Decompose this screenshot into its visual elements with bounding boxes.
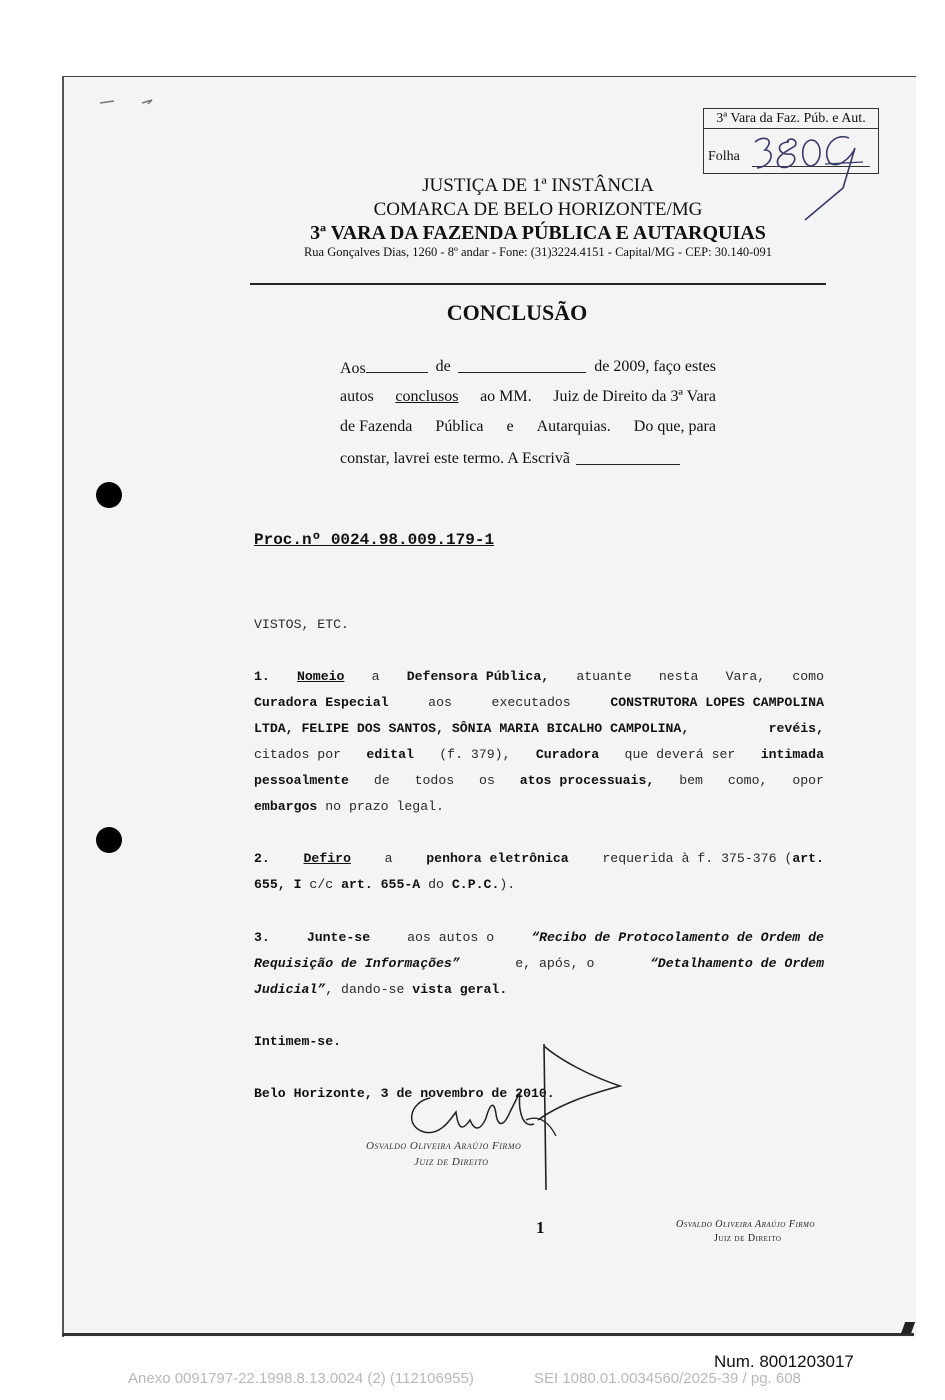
stamp-vara: 3ª Vara da Faz. Púb. e Aut.: [704, 109, 878, 129]
conclusao-line-2: [340, 388, 716, 406]
p1-embargos: embargos: [254, 799, 318, 814]
p1-executados: executados: [491, 695, 571, 710]
conclusao-de-2009: de 2009, faço estes: [594, 358, 716, 375]
document-number: Num. 8001203017: [714, 1352, 854, 1371]
conclusao-ao-mm: ao MM.: [480, 388, 532, 405]
p2-a: a: [384, 851, 393, 866]
p2-defiro: Defiro: [303, 851, 351, 866]
p1-vara: Vara,: [725, 669, 766, 684]
judge-title: Juiz de Direito: [414, 1156, 489, 1168]
punch-hole-top: [96, 482, 122, 508]
scan-specks: [98, 96, 158, 110]
p3-recibo: “Recibo de Protocolamento de Ordem de: [531, 930, 824, 945]
p2-num: 2.: [254, 851, 270, 866]
p2-art: art.: [792, 851, 824, 866]
punch-hole-bottom: [96, 827, 122, 853]
p1-curadora: Curadora: [535, 747, 600, 762]
p3-line-1: [254, 930, 824, 945]
p1-a: a: [371, 669, 380, 684]
judge-name: Osvaldo Oliveira Araújo Firmo: [366, 1140, 522, 1152]
p1-line-5: [254, 773, 824, 788]
conclusao-constar: constar, lavrei este termo. A Escrivã: [340, 450, 570, 467]
vistos-text: VISTOS, ETC.: [254, 617, 349, 632]
stamp-folha-label: Folha: [708, 149, 740, 164]
p3-line-2: [254, 956, 824, 971]
p2-art655a: art. 655-A: [341, 877, 421, 892]
p1-todos: todos: [414, 773, 455, 788]
p1-atos: atos processuais,: [519, 773, 655, 788]
p3-e-apos: e, após, o: [515, 956, 595, 971]
conclusao-de: de: [435, 358, 451, 375]
conclusao-publica: Pública: [435, 418, 484, 435]
conclusao-line-4: [340, 450, 716, 468]
p1-os: os: [479, 773, 495, 788]
footer-judge-title: Juiz de Direito: [714, 1233, 782, 1244]
header-justica: JUSTIÇA DE 1ª INSTÂNCIA: [422, 175, 654, 196]
footer-sei: SEI 1080.01.0034560/2025-39 / pg. 608: [534, 1370, 801, 1387]
p1-intimada: intimada: [760, 747, 824, 762]
p1-reveis: revéis,: [768, 721, 824, 736]
p1-line-1: [254, 669, 824, 684]
p1-nesta: nesta: [658, 669, 699, 684]
p1-num: 1.: [254, 669, 270, 684]
p1-line-4: [254, 747, 824, 762]
conclusao-conclusos: conclusos: [395, 388, 459, 405]
p1-curadora-especial: Curadora Especial: [254, 695, 389, 710]
date-line: Belo Horizonte, 3 de novembro de 2010.: [254, 1086, 555, 1101]
p1-defensora: Defensora Pública,: [406, 669, 550, 684]
p2-line-2: [254, 877, 824, 892]
p1-atuante: atuante: [576, 669, 632, 684]
p1-f379: (f. 379),: [439, 747, 511, 762]
conclusao-aos: Aos: [340, 360, 366, 377]
p1-nomeio: Nomeio: [296, 669, 345, 684]
footer-judge-name: Osvaldo Oliveira Araújo Firmo: [676, 1219, 815, 1230]
conclusao-line-1: [340, 358, 716, 378]
p3-judicial: Judicial”: [254, 982, 326, 997]
p1-que-devera: que deverá ser: [624, 747, 736, 762]
p1-aos: aos: [428, 695, 452, 710]
vistos: [254, 617, 824, 632]
p1-como2: como,: [727, 773, 768, 788]
blank-escriva: [576, 450, 680, 465]
p3-detalhamento: “Detalhamento de Ordem: [649, 956, 824, 971]
p1-de: de: [373, 773, 390, 788]
p2-requerida: requerida à f. 375-376 (: [602, 851, 793, 866]
p1-citados: citados por: [254, 747, 342, 762]
conclusao-title: CONCLUSÃO: [446, 300, 588, 325]
intimem-se: Intimem-se.: [254, 1034, 342, 1049]
p2-do: do: [428, 877, 444, 892]
page-number: 1: [536, 1218, 545, 1237]
p3-dot: .: [499, 982, 508, 997]
conclusao-autarquias: Autarquias.: [536, 418, 611, 435]
header-vara: 3ª VARA DA FAZENDA PÚBLICA E AUTARQUIAS: [310, 222, 766, 244]
conclusao-e: e: [506, 418, 514, 435]
blank-day: [366, 358, 428, 373]
p3-line-3: [254, 982, 824, 997]
p2-cpc: C.P.C.: [451, 877, 500, 892]
p1-construtora: CONSTRUTORA LOPES CAMPOLINA: [610, 695, 824, 710]
p2-penhora: penhora eletrônica: [426, 851, 569, 866]
header-divider: [250, 283, 826, 285]
conclusao-do-que: Do que, para: [633, 418, 716, 435]
p1-bem: bem: [679, 773, 703, 788]
p3-dando: , dando-se: [325, 982, 405, 997]
p1-line-6: [254, 799, 824, 814]
process-number: Proc.nº 0024.98.009.179-1: [254, 531, 495, 549]
handwritten-signature: [400, 1040, 630, 1190]
header-address: Rua Gonçalves Dias, 1260 - 8º andar - Fone: (31)3224.4151 - Capital/MG - CEP: 30.140-091: [303, 245, 773, 259]
p1-line-3: [254, 721, 824, 736]
p1-prazo: no prazo legal.: [325, 799, 444, 814]
p1-opor: opor: [792, 773, 824, 788]
p2-art655: 655, I: [254, 877, 302, 892]
p1-defendants: LTDA, FELIPE DOS SANTOS, SÔNIA MARIA BICALHO CAMPOLINA,: [254, 721, 690, 736]
blank-month: [458, 358, 586, 373]
footer-anexo: Anexo 0091797-22.1998.8.13.0024 (2) (112106955): [128, 1370, 474, 1387]
header-comarca: COMARCA DE BELO HORIZONTE/MG: [373, 199, 703, 220]
p3-aos-autos: aos autos o: [407, 930, 495, 945]
conclusao-de-fazenda: de Fazenda: [340, 418, 413, 435]
page-bottom-edge: [62, 1333, 914, 1336]
p2-line-1: [254, 851, 824, 866]
conclusao-autos: autos: [340, 388, 374, 405]
p3-junte: Junte-se: [306, 930, 371, 945]
p1-line-2: [254, 695, 824, 710]
p1-edital: edital: [366, 747, 414, 762]
p3-requisicao: Requisição de Informações”: [254, 956, 460, 971]
p3-num: 3.: [254, 930, 270, 945]
p2-close: ).: [499, 877, 516, 892]
conclusao-juiz: Juiz de Direito da 3ª Vara: [553, 388, 716, 405]
p1-como: como: [792, 669, 824, 684]
p3-vista: vista geral: [412, 982, 500, 997]
p1-pessoalmente: pessoalmente: [254, 773, 349, 788]
conclusao-line-3: [340, 418, 716, 436]
p2-cc: c/c: [309, 877, 334, 892]
